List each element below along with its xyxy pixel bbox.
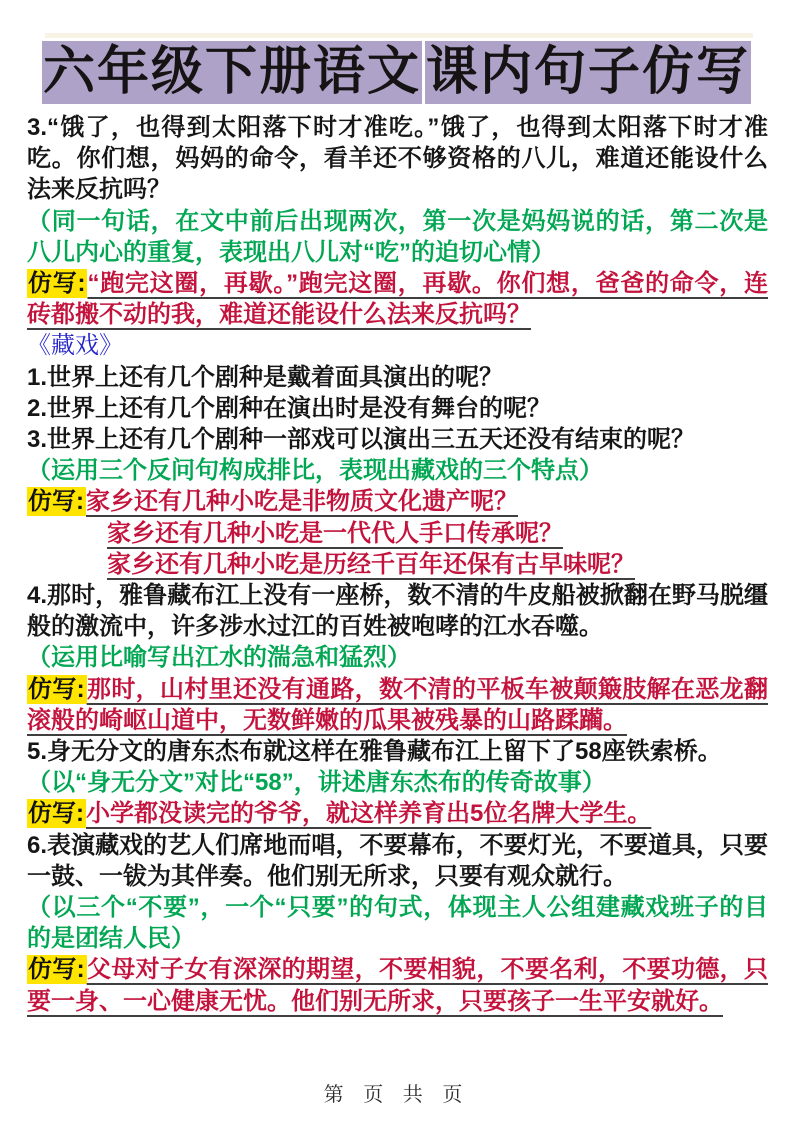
imitation-line-indent: [107, 518, 768, 549]
imitation-sentence: 家乡还有几种小吃是历经千百年还保有古早味呢？: [107, 550, 635, 578]
imitation-line-indent: [107, 549, 768, 580]
imitation-block: [27, 954, 768, 1016]
imitation-label: 仿写:: [28, 800, 84, 828]
imitation-sentence: 家乡还有几种小吃是非物质文化遗产呢？: [86, 488, 518, 516]
sentence-paragraph: 1.世界上还有几个剧种是戴着面具演出的呢？: [27, 363, 504, 391]
faint-decor-strip: [45, 33, 753, 38]
sentence-paragraph: 5.身无分文的唐东杰布就这样在雅鲁藏布江上留下了58座铁索桥。: [27, 738, 722, 766]
imitation-label: 仿写:: [28, 675, 85, 703]
annotation-paragraph: （以三个“不要”，一个“只要”的句式，体现主人公组建藏戏班子的目的是团结人民）: [27, 894, 768, 953]
imitation-block: [27, 268, 768, 330]
imitation-label: 仿写:: [28, 956, 85, 984]
worksheet-body: [27, 112, 768, 1017]
imitation-sentence: 父母对子女有深深的期望，不要相貌，不要名利，不要功德，只要一身、一心健康无忧。他们别无所求，只要孩子一生平安就好。: [27, 956, 769, 1015]
imitation-sentence: 那时，山村里还没有通路，数不清的平板车被颠簸肢解在恶龙翻滚般的崎岖山道中，无数鲜嫩的瓜果被残暴的山路蹂躏。: [27, 675, 769, 734]
imitation-block: [27, 486, 768, 580]
annotation-paragraph: （运用三个反问句构成排比，表现出藏戏的三个特点）: [27, 457, 603, 485]
annotation-paragraph: （以“身无分文”对比“58”，讲述唐东杰布的传奇故事）: [27, 769, 606, 797]
sentence-paragraph: 2.世界上还有几个剧种在演出时是没有舞台的呢？: [27, 394, 552, 422]
imitation-label: 仿写:: [28, 488, 84, 516]
imitation-block: [27, 798, 768, 829]
page-footer: 第 页 共 页: [323, 1084, 470, 1106]
imitation-sentence: 家乡还有几种小吃是一代代人手口传承呢？: [107, 519, 563, 547]
annotation-paragraph: （运用比喻写出江水的湍急和猛烈）: [27, 644, 411, 672]
imitation-block: [27, 674, 768, 736]
page-title-part1: 六年级下册语文: [42, 41, 422, 104]
sentence-paragraph: 4.那时，雅鲁藏布江上没有一座桥，数不清的牛皮船被掀翻在野马脱缰般的激流中，许多涉水过江的百姓被咆哮的江水吞噬。: [27, 582, 768, 641]
page-title: [0, 41, 793, 104]
annotation-paragraph: （同一句话，在文中前后出现两次，第一次是妈妈说的话，第二次是八儿内心的重复，表现出八儿对“吃”的迫切心情）: [27, 207, 768, 266]
page-title-part2: 课内句子仿写: [425, 41, 751, 104]
sentence-paragraph: 3.世界上还有几个剧种一部戏可以演出三五天还没有结束的呢？: [27, 426, 696, 454]
sentence-paragraph: 3.“饿了，也得到太阳落下时才准吃。”饿了，也得到太阳落下时才准吃。你们想，妈妈的命令，看羊还不够资格的八儿，难道还能设什么法来反抗吗？: [27, 114, 768, 204]
sentence-paragraph: 6.表演藏戏的艺人们席地而唱，不要幕布，不要灯光，不要道具，只要一鼓、一钹为其伴奏。他们别无所求，只要有观众就行。: [27, 831, 768, 890]
lesson-heading: 《藏戏》: [27, 332, 123, 360]
imitation-label: 仿写:: [28, 270, 86, 298]
imitation-sentence: “跑完这圈，再歇。”跑完这圈，再歇。你们想，爸爸的命令，连砖都搬不动的我，难道还能设什么法来反抗吗？: [27, 270, 769, 329]
imitation-sentence: 小学都没读完的爷爷，就这样养育出5位名牌大学生。: [86, 800, 652, 828]
